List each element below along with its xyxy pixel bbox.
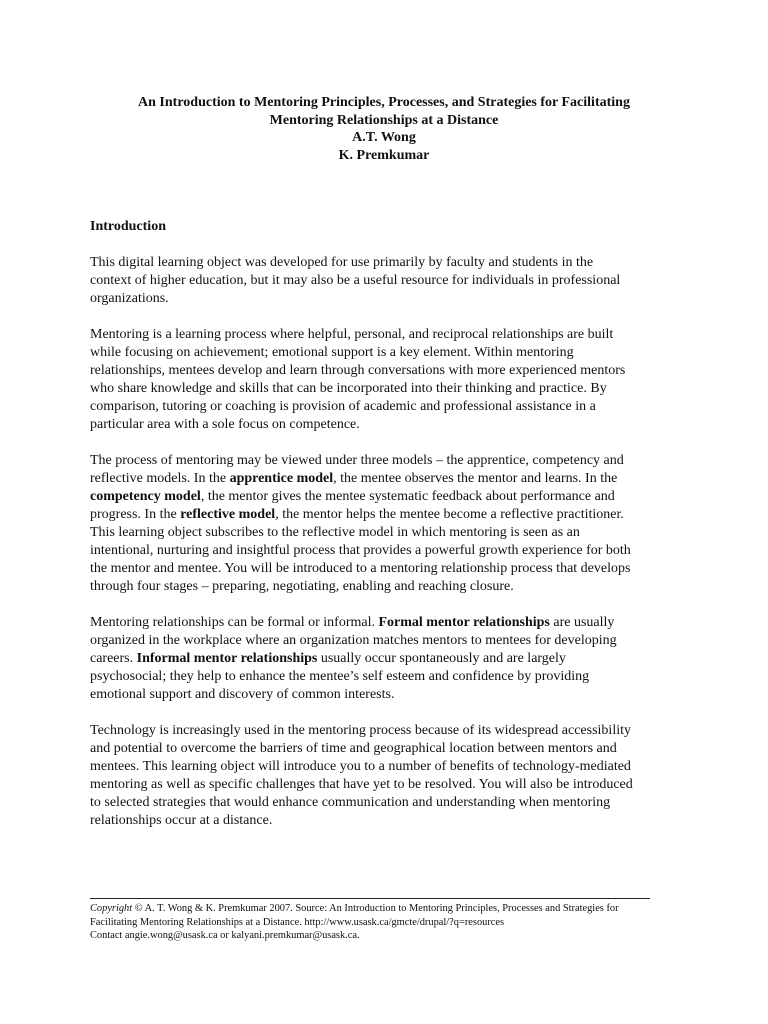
text-run: , the mentee observes the mentor and learns. In the [333, 471, 618, 486]
term-reflective-model: reflective model [180, 507, 276, 522]
paragraph-2 [90, 326, 690, 434]
text-run: careers. [90, 651, 137, 666]
document-title-block [90, 94, 678, 164]
paragraph-3 [90, 452, 690, 596]
paragraph-line: intentional, nurturing and insightful process that provides a powerful growth experience for both [90, 543, 631, 558]
paragraph-line: This learning object subscribes to the reflective model in which mentoring is seen as an [90, 525, 580, 540]
paragraph-line: The process of mentoring may be viewed under three models – the apprentice, competency and [90, 453, 624, 468]
paragraph-line: mentoring as well as specific challenges that have yet to be resolved. You will also be introduced [90, 777, 633, 792]
paragraph-line: Technology is increasingly used in the mentoring process because of its widespread accessibility [90, 723, 631, 738]
footer-line-3: Contact angie.wong@usask.ca or kalyani.premkumar@usask.ca. [90, 930, 360, 941]
text-run: , the mentor helps the mentee become a reflective practitioner. [275, 507, 624, 522]
footer-line-1 [90, 902, 670, 916]
text-run: Mentoring relationships can be formal or informal. [90, 615, 379, 630]
text-run: progress. In the [90, 507, 181, 522]
term-informal-mentor-relationships: Informal mentor relationships [136, 651, 318, 666]
paragraph-line: to selected strategies that would enhance communication and understanding when mentoring [90, 795, 611, 810]
paragraph-line: organizations. [90, 291, 169, 306]
paragraph-line: the mentor and mentee. You will be introduced to a mentoring relationship process that develops [90, 561, 631, 576]
paragraph-line: who share knowledge and skills that can be incorporated into their thinking and practice. By [90, 381, 607, 396]
paragraph-line: comparison, tutoring or coaching is provision of academic and professional assistance in a [90, 399, 596, 414]
section-heading-introduction: Introduction [90, 219, 166, 234]
paragraph-line: and potential to overcome the barriers of time and geographical location between mentors and [90, 741, 617, 756]
paragraph-line [90, 470, 690, 488]
title-line-2: Mentoring Relationships at a Distance [269, 112, 499, 128]
text-run: are usually [549, 615, 615, 630]
copyright-label: Copyright [90, 903, 133, 914]
paragraph-line [90, 488, 690, 506]
term-formal-mentor-relationships: Formal mentor relationships [378, 615, 550, 630]
paragraph-5 [90, 722, 690, 830]
paragraph-line: relationships, mentees develop and learn through conversations with more experienced mentors [90, 363, 626, 378]
document-body [90, 218, 690, 848]
footer-text: © A. T. Wong & K. Premkumar 2007. Source: An Introduction to Mentoring Principles, Processes and Strategies for [132, 903, 619, 914]
paragraph-line: relationships occur at a distance. [90, 813, 273, 828]
paragraph-4 [90, 614, 690, 704]
paragraph-line: mentees. This learning object will introduce you to a number of benefits of technology-mediated [90, 759, 631, 774]
paragraph-line: context of higher education, but it may also be a useful resource for individuals in professional [90, 273, 621, 288]
paragraph-line: particular area with a sole focus on competence. [90, 417, 360, 432]
text-run: , the mentor gives the mentee systematic feedback about performance and [200, 489, 615, 504]
term-competency-model: competency model [90, 489, 201, 504]
paragraph-line: organized in the workplace where an organization matches mentors to mentees for developing [90, 633, 617, 648]
text-run: reflective models. In the [90, 471, 230, 486]
footer-line-2: Facilitating Mentoring Relationships at a Distance. http://www.usask.ca/gmcte/drupal/?q=resources [90, 916, 505, 928]
paragraph-line [90, 614, 690, 632]
author-2: K. Premkumar [338, 147, 430, 163]
paragraph-line: while focusing on achievement; emotional support is a key element. Within mentoring [90, 345, 574, 360]
paragraph-line: emotional support and discovery of common interests. [90, 687, 395, 702]
paragraph-line: Mentoring is a learning process where helpful, personal, and reciprocal relationships are built [90, 327, 614, 342]
term-apprentice-model: apprentice model [229, 471, 334, 486]
author-1: A.T. Wong [352, 130, 416, 145]
paragraph-1 [90, 254, 690, 308]
paragraph-line [90, 506, 690, 524]
paragraph-line: psychosocial; they help to enhance the mentee’s self esteem and confidence by providing [90, 669, 590, 684]
text-run: usually occur spontaneously and are largely [317, 651, 566, 666]
footer-note [90, 902, 670, 943]
title-line-1: An Introduction to Mentoring Principles, Processes, and Strategies for Facilitating [138, 95, 630, 110]
footer-divider [90, 898, 650, 899]
paragraph-line: through four stages – preparing, negotiating, enabling and reaching closure. [90, 579, 514, 594]
paragraph-line: This digital learning object was developed for use primarily by faculty and students in the [90, 255, 594, 270]
paragraph-line [90, 650, 690, 668]
